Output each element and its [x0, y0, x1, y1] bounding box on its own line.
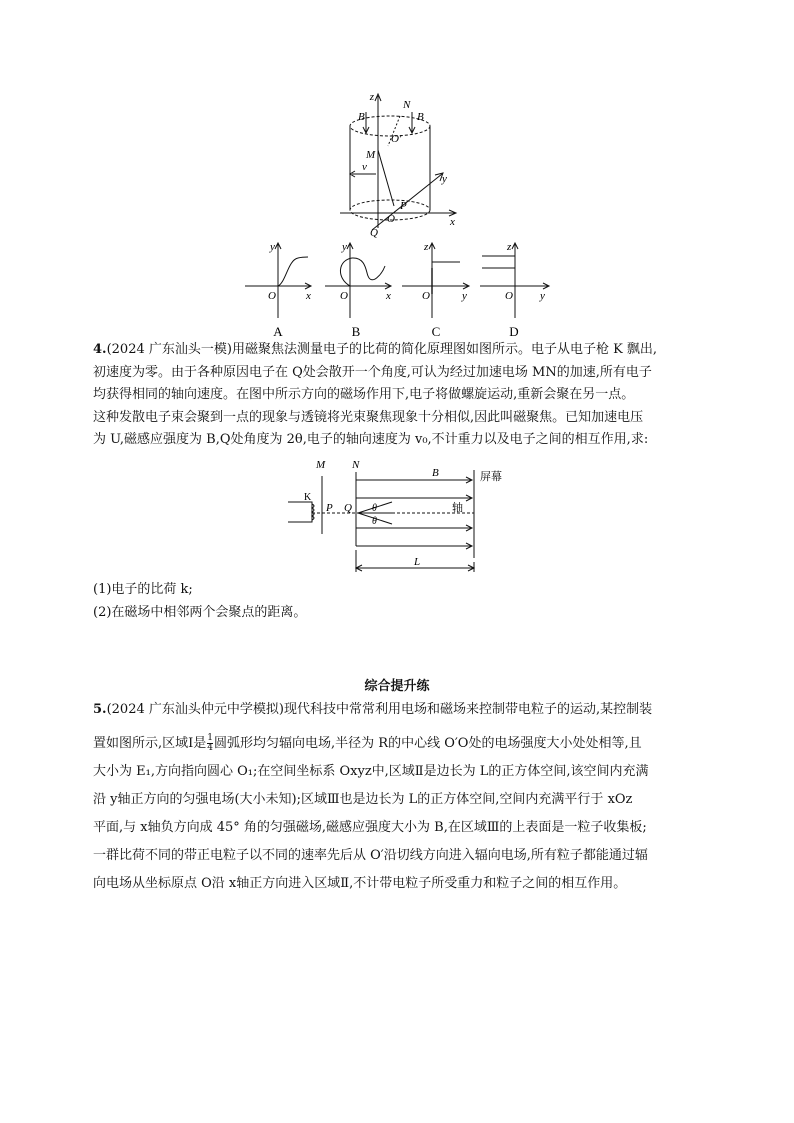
label-v: v [362, 161, 367, 173]
label-O: O [387, 213, 395, 225]
label-screen: 屏幕 [480, 471, 502, 483]
fraction-denominator: 4 [207, 743, 214, 753]
label-theta-lower: θ [372, 516, 377, 527]
curve-a [278, 257, 308, 286]
choice-letter-d: D [509, 324, 519, 339]
question-4-subparts [93, 579, 713, 624]
question-5 [93, 698, 713, 896]
q5-line: 平面,与 x轴负方向成 45° 角的匀强磁场,磁感应强度大小为 B,在区域Ⅲ的上表面是一粒子收集板; [93, 820, 647, 835]
cylinder-figure [330, 88, 470, 238]
label-y: y [442, 173, 447, 185]
axis-label: y [342, 241, 347, 253]
label-B-right: B [417, 111, 424, 123]
q5-line: 现代科技中常常利用电场和磁场来控制带电粒子的运动,某控制装 [283, 702, 653, 717]
label-P: P [400, 200, 407, 212]
q5-line: 圆弧形均匀辐向电场,半径为 R的中心线 O′O处的电场强度大小处处相等,且 [214, 736, 642, 751]
axis-label: x [386, 290, 391, 302]
q4-line: 初速度为零。由于各种原因电子在 Q处会散开一个角度,可认为经过加速电场 MN的加速,所有电子 [93, 364, 652, 380]
label-Q: Q [344, 502, 352, 514]
axis-label: x [306, 290, 311, 302]
choice-letter-c: C [431, 324, 441, 339]
q5-line: 沿 y轴正方向的匀强电场(大小未知);区域Ⅲ也是边长为 L的正方体空间,空间内充满平行于 xOz [93, 792, 633, 807]
label-N: N [403, 99, 411, 111]
origin-label: O [505, 290, 513, 302]
question-4 [93, 339, 713, 452]
q4-number: 4. [93, 342, 107, 357]
label-O-prime: O′ [391, 133, 402, 145]
label-axis: 轴 [452, 502, 463, 514]
label-B: B [432, 467, 439, 479]
label-z: z [369, 91, 374, 103]
choice-letter-a: A [273, 324, 283, 339]
q5-line: 大小为 E₁,方向指向圆心 O₁;在空间坐标系 Oxyz中,区域Ⅱ是边长为 L的正方体空间,该空间内充满 [93, 764, 649, 779]
label-B-left: B [358, 111, 365, 123]
q5-line: 向电场从坐标原点 O沿 x轴正方向进入区域Ⅱ,不计带电粒子所受重力和粒子之间的相互作用。 [93, 876, 627, 891]
fraction-numerator: 1 [207, 733, 214, 743]
q4-line: 均获得相同的轴向速度。在图中所示方向的磁场作用下,电子将做螺旋运动,重新会聚在另一点。 [93, 387, 635, 402]
q4-sub1: (1)电子的比荷 k; [93, 582, 193, 597]
axis-label: y [270, 241, 275, 253]
q4-line: 为 U,磁感应强度为 B,Q处角度为 2θ,电子的轴向速度为 v₀,不计重力以及电子之间的相互作用,求: [93, 432, 649, 447]
axis-label: z [424, 241, 429, 253]
label-L: L [414, 556, 421, 568]
label-x: x [450, 216, 455, 228]
label-N: N [352, 459, 360, 471]
y-axis [372, 174, 442, 230]
magnetic-focus-figure [282, 456, 522, 578]
q5-line: 一群比荷不同的带正电粒子以不同的速率先后从 O′沿切线方向进入辐向电场,所有粒子都能通过辐 [93, 848, 648, 863]
choice-graphs [240, 238, 560, 340]
q4-sub2: (2)在磁场中相邻两个会聚点的距离。 [93, 604, 307, 620]
q4-line: 这种发散电子束会聚到一点的现象与透镜将光束聚焦现象十分相似,因此叫磁聚焦。已知加速电压 [93, 409, 644, 425]
q5-source: (2024 广东汕头仲元中学模拟) [106, 702, 284, 717]
q4-source: (2024 广东汕头一模) [106, 342, 232, 357]
label-M: M [366, 149, 376, 161]
label-Q: Q [370, 227, 378, 238]
origin-label: O [268, 290, 276, 302]
axis-label: y [462, 290, 467, 302]
axis-label: y [540, 290, 545, 302]
choice-letter-b: B [351, 324, 361, 339]
label-M: M [316, 459, 326, 471]
label-theta-upper: θ [372, 503, 377, 514]
q4-line: 用磁聚焦法测量电子的比荷的简化原理图如图所示。电子从电子枪 K 飘出, [231, 342, 658, 357]
axis-label: z [507, 241, 512, 253]
fraction [207, 734, 213, 753]
section-title: 综合提升练 [364, 679, 430, 694]
label-P: P [326, 502, 333, 514]
origin-label: O [422, 290, 430, 302]
origin-label: O [340, 290, 348, 302]
label-K: K [304, 492, 312, 503]
curve-b [340, 258, 385, 286]
q5-number: 5. [93, 702, 107, 717]
q5-line: 置如图所示,区域Ⅰ是 [93, 736, 207, 751]
